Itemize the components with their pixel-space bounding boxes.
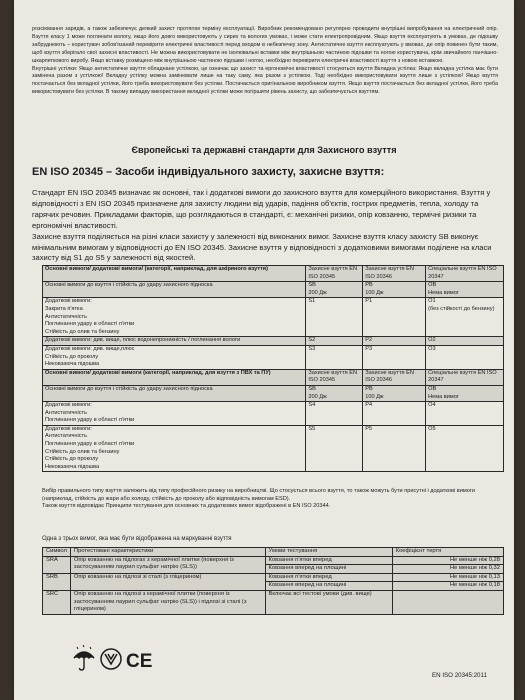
table-cell: P5 <box>363 425 426 472</box>
table-row <box>43 282 504 298</box>
table-cell: SB 200 Дж <box>306 282 363 298</box>
footnote-paragraph: Вибір правильного типу взуття залежить від типу професійного ризику на виробництві. Що стосується всього взуття, то також можуть бути присутні і додаткові вимоги (наприклад, стійкість до жари або холоду, стійкість до проколу або відповідність вимогам ESD). <box>42 488 475 502</box>
table-cell: Додаткові вимоги: див. вище, плюс водонепроникність / поглинання вологи <box>43 337 306 346</box>
table-row <box>43 402 504 426</box>
table-cell: O2 <box>426 337 504 346</box>
footer-standard: EN ISO 20345:2011 <box>432 672 487 679</box>
header-cell: Спеціальне взуття EN ISO 20347 <box>426 369 504 385</box>
table-row <box>43 385 504 401</box>
header-cell: Умови тестування <box>265 548 392 557</box>
table-row <box>43 345 504 369</box>
table-cell: P3 <box>363 345 426 369</box>
recycle-arrow-icon <box>101 649 121 669</box>
header-cell: Символ <box>43 548 71 557</box>
table-cell: Основні вимоги до взуття і стійкість до удару захисного підноска <box>43 282 306 298</box>
table-cell: Ковзання вперед на площині <box>265 565 392 574</box>
intro-paragraph: розсіювання зарядів, а також забезпечує деякий захист протягом терміну експлуатації. Виробник рекомендовано регулярно проводити внутрішні випробування на електричний опір. Взуття класу 1 може поглинати вологу, якщо його довго використовують у сирих та вологих умовах, і може стати електропровідним. Якщо взуття експлуатують в умовах, де підошву забруднюють – користувач зобов'язаний перевірити електричні властивості перед входом в небезпечну зону. Антистатичне взуття експлуатують у вмовах, де опір повинен бути таким, щоб взуття зберігало свої захисні властивості. Не можна використовувати не ізолювальні вставки між внутрішньою частиною підошви та ногою користувача, крім звичайного панчішно-шкарпеткового виробу. Якщо вставку розміщено між внутрішньою частиною підошви і ногою, необхідно перевірити електричні властивості взуття з новою вставкою. <box>32 26 498 64</box>
ce-mark-text: CE <box>126 651 152 672</box>
marking-icons-svg <box>72 645 152 673</box>
table-cell: P4 <box>363 402 426 426</box>
table-cell: OB Нема вимог <box>426 282 504 298</box>
header-cell: Основні вимоги/ додаткові вимоги/ (категорії, наприклад, для шкіряного взуття) <box>43 266 306 282</box>
header-cell: Захисне взуття EN ISO 20346 <box>363 266 426 282</box>
table-cell: Включає всі тестові умови (див. вище) <box>265 590 392 614</box>
table-cell: PB 100 Дж <box>363 282 426 298</box>
table-cell: Додаткові вимоги: Антистатичність Поглинання удару в області п'ятки Стійкість до олив та бензину Стійкість до проколу Нековзаюча підошва <box>43 425 306 472</box>
header-cell: Захисне взуття EN ISO 20345 <box>306 266 363 282</box>
footnote-text <box>42 488 504 511</box>
table-cell: Додаткові вимоги: див. вище,плюс Стійкість до проколу Нековзаюча підошва <box>43 345 306 369</box>
table-cell: S3 <box>306 345 363 369</box>
standard-description <box>32 188 500 264</box>
requirements-table <box>42 265 504 472</box>
table-cell: O1 (без стійкості до бензину) <box>426 298 504 337</box>
standard-paragraph: Захисне взуття поділяється на різні класи захисту у залежності від виконаних вимог. Захисне взуття класу захисту SB виконує мінімальним вимогам у відповідності до EN ISO 20345. Захисне взуття у відповідності з додатковими вимогами поділене на класи захисту від S1 до S5 у залежності від якостей. <box>32 231 492 263</box>
marking-icons <box>72 645 152 673</box>
header-cell: Спеціальне взуття EN ISO 20347 <box>426 266 504 282</box>
table-cell: Опір ковзанню на підлозі з керамічної плитки (поверхня із застосуванням лаурил сульфат натрію (SLS)) і підлозі зі сталі (з гліцерином) <box>70 590 265 614</box>
table-cell: O5 <box>426 425 504 472</box>
umbrella-icon <box>74 645 94 670</box>
standard-paragraph: Стандарт EN ISO 20345 визначає як основні, так і додаткові вимоги до захисного взуття для комерційного використання. Взуття у відповідності з EN ISO 20345 призначене для захисту людини від ударів, падіння об'єктів, гострих предметів, тепла, холоду та гарячих речовин. Прикладами факторів, що розглядаються в стандарті, є: механічні ризики, опір ковзанню, термічні ризики та ергономічні властивості. <box>32 188 491 230</box>
header-cell: Основні вимоги/ додаткові вимоги (категорії, наприклад, для взуття з ПВХ та ПУ) <box>43 369 306 385</box>
document-page <box>14 0 514 700</box>
table-cell: OB Нема вимог <box>426 385 504 401</box>
table-cell <box>392 590 503 614</box>
table-cell: P2 <box>363 337 426 346</box>
table-row <box>43 573 504 582</box>
table-cell: S4 <box>306 402 363 426</box>
table-cell: Не менше ніж 0,32 <box>392 565 503 574</box>
table-header-row <box>43 369 504 385</box>
intro-text <box>32 26 498 97</box>
table-cell: Не менше ніж 0,28 <box>392 556 503 565</box>
table-cell: S1 <box>306 298 363 337</box>
table-cell: Опір ковзанню на підлогах з керамічної плитки (поверхня із застосуванням лаурил сульфат натрію (SLS)) <box>70 556 265 573</box>
table-cell: Не менше ніж 0,13 <box>392 573 503 582</box>
intro-paragraph: Внутрішні устілки: Якщо антистатичне взуття обладнане устілкою, це означає що захист та ергономічні властивості стосуються взуття Вкладна устілка: Якщо вкладна устілка має бути замінена разом з устілкою! Вкладну устілку можна замінювати лише на таку саму, яка разом з устілкою. Тоді необхідно використовувати взуття лише з устілкою! Якщо взуття постачається без вкладної устілки, його треба використовувати без устілки. Постачається оригінальною виробником взуття. Якщо взуття постачається без вкладної устілки, його треба використовувати без устілки. В такому випадку використання вкладної устілки може погіршити рівень захисту, що забезпечується взуттям. <box>32 65 498 96</box>
table-row <box>43 298 504 337</box>
table-cell: Ковзання п'ятки вперед <box>265 573 392 582</box>
table-cell: S5 <box>306 425 363 472</box>
table-cell: SRB <box>43 573 71 590</box>
table-cell: SRC <box>43 590 71 614</box>
standard-heading: EN ISO 20345 – Засоби індивідуального захисту, захисне взуття: <box>32 166 385 178</box>
table-header-row <box>43 548 504 557</box>
table-cell: Основні вимоги до взуття і стійкість до удару захисного підноска <box>43 385 306 401</box>
table-cell: Додаткові вимоги: Антистатичність Поглинання удару в області п'ятки <box>43 402 306 426</box>
table-cell: O4 <box>426 402 504 426</box>
table-cell: PB 100 Дж <box>363 385 426 401</box>
table-cell: P1 <box>363 298 426 337</box>
table-row <box>43 590 504 614</box>
section-title: Європейські та державні стандарти для Захисного взуття <box>131 145 397 155</box>
table-cell: SRA <box>43 556 71 573</box>
table-cell: Ковзання вперед на площині <box>265 582 392 591</box>
header-cell: Коефіцієнт тертя <box>392 548 503 557</box>
table-cell: S2 <box>306 337 363 346</box>
ce-mark-icon <box>126 651 152 672</box>
table-header-row <box>43 266 504 282</box>
header-cell: Захисне взуття EN ISO 20346 <box>363 369 426 385</box>
table-row <box>43 337 504 346</box>
table-cell: Не менше ніж 0,18 <box>392 582 503 591</box>
table-row <box>43 556 504 565</box>
table-cell: O3 <box>426 345 504 369</box>
slip-resistance-table <box>42 547 504 615</box>
table-cell: Ковзання п'ятки вперед <box>265 556 392 565</box>
table-row <box>43 425 504 472</box>
table-cell: Опір ковзанню на підлозі зі сталі (з гліцерином) <box>70 573 265 590</box>
footnote-paragraph: Також взуття відповідає Принципи тестування для основних та додаткових вимог відображені в EN ISO 20344. <box>42 503 331 510</box>
table-cell: Додаткові вимоги: Закрита п'ятка Антистатичність Поглинання удару в області п'ятки Стійкість до олив та бензину <box>43 298 306 337</box>
header-cell: Захисне взуття EN ISO 20345 <box>306 369 363 385</box>
table-cell: SB 200 Дж <box>306 385 363 401</box>
header-cell: Протестовані характеристики <box>70 548 265 557</box>
slip-table-caption: Одна з трьох вимог, яка має бути відображена на маркуванні взуття <box>42 536 232 542</box>
